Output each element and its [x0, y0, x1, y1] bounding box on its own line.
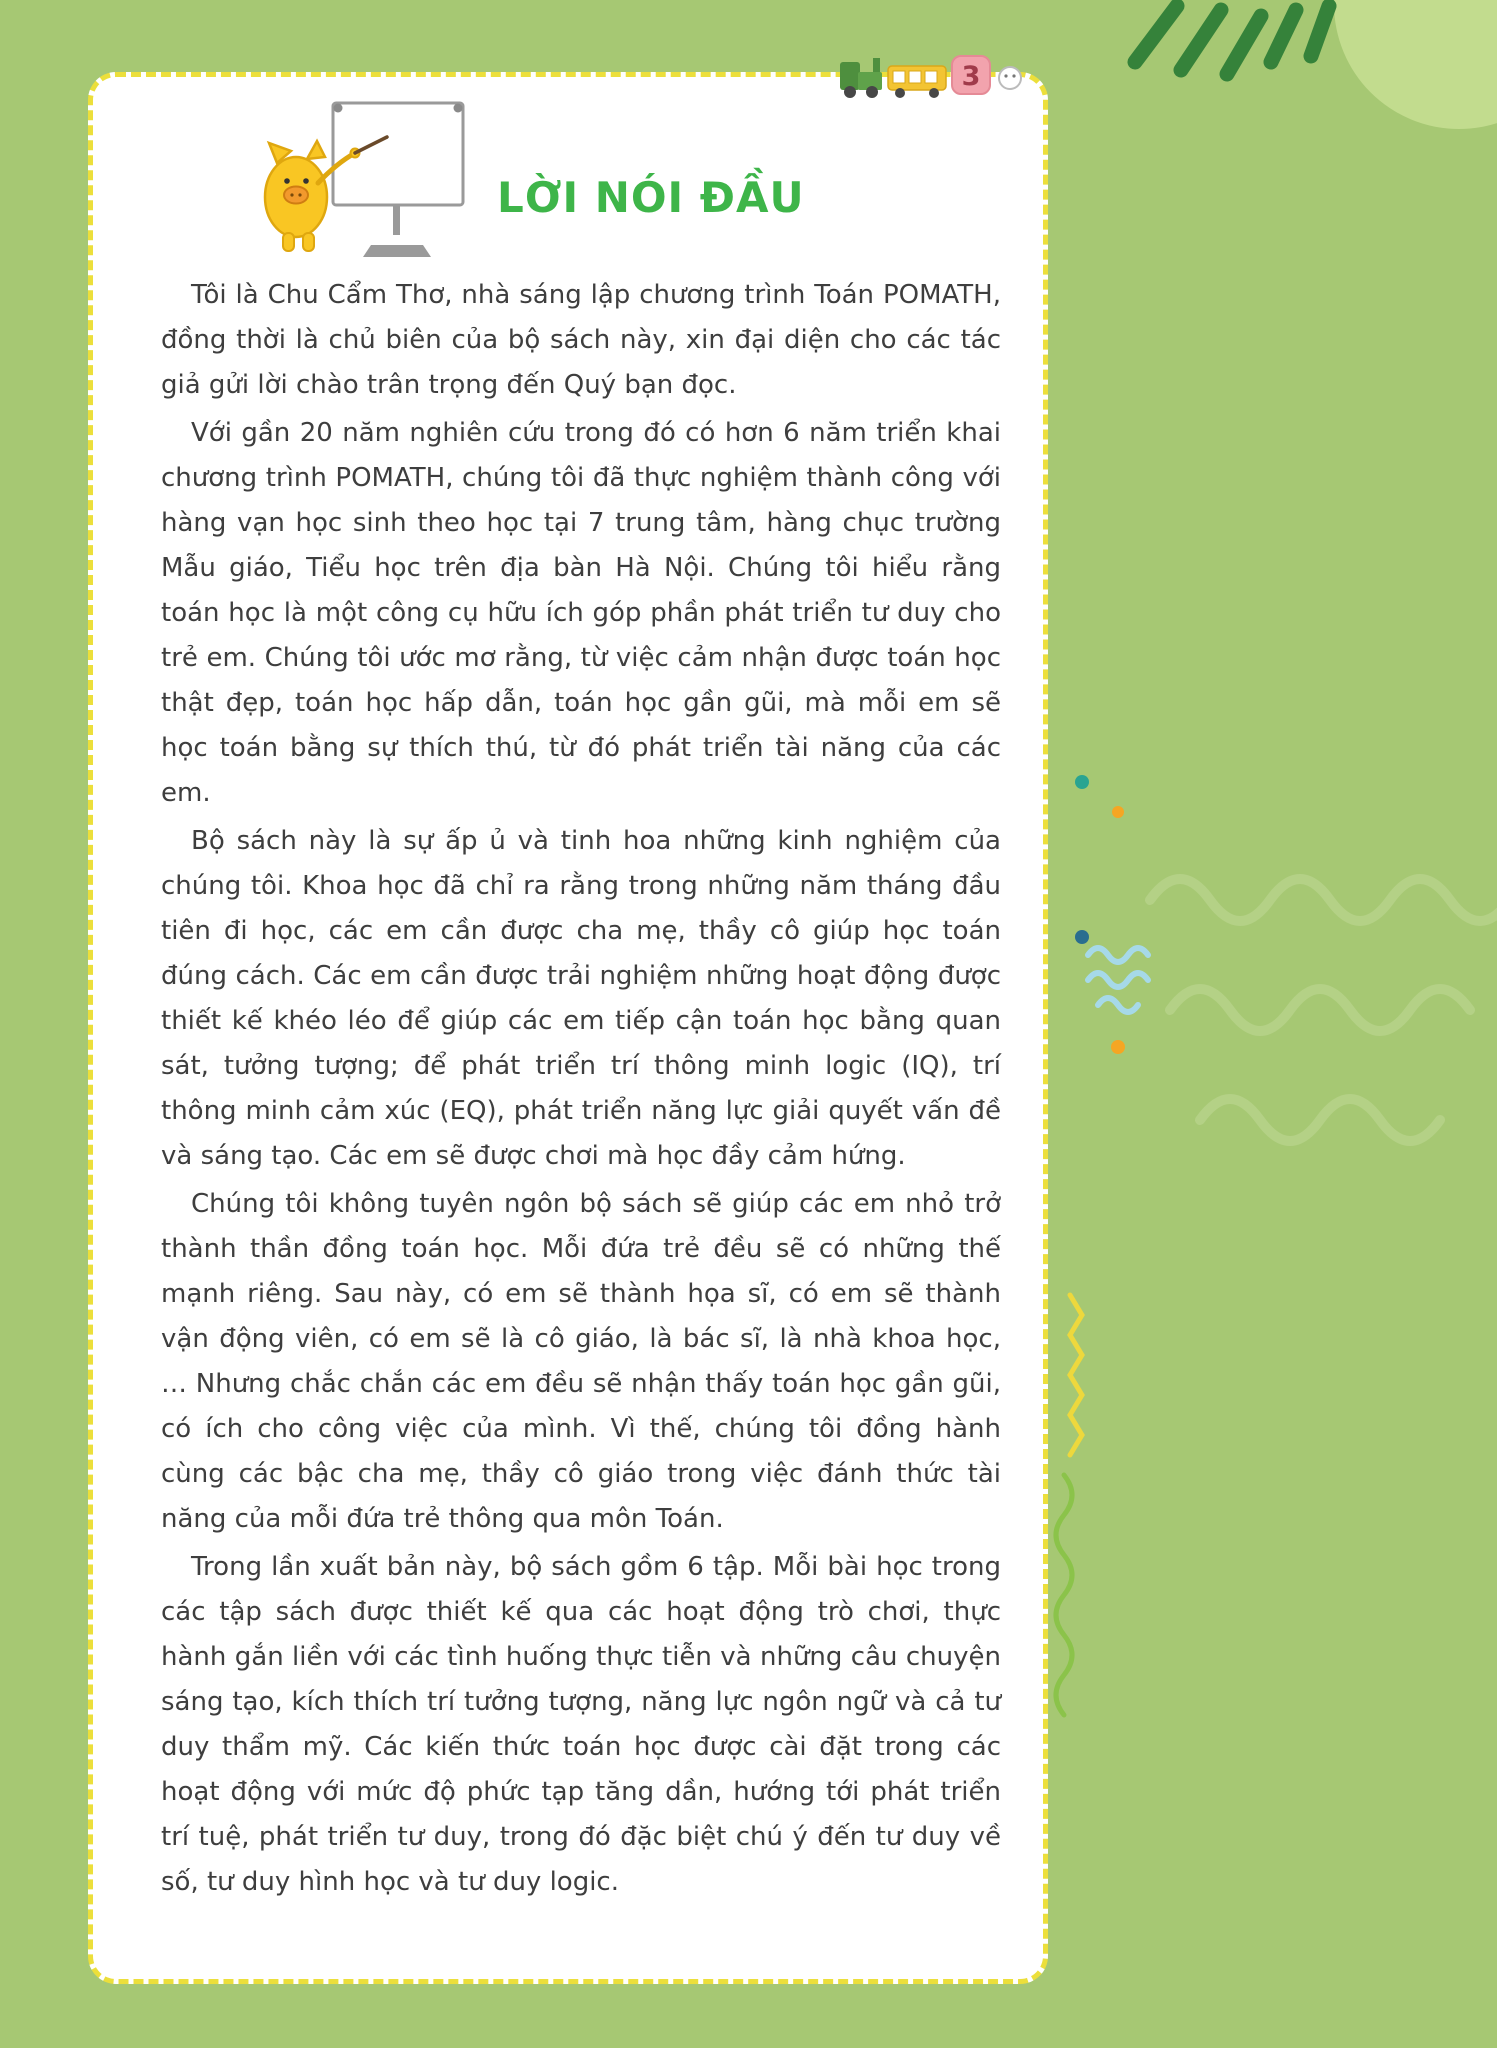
- smoke-puff-icon: [999, 67, 1021, 89]
- wave-icon: [1056, 1475, 1072, 1715]
- wave-icon: [1088, 948, 1148, 1012]
- dot-icon: [1112, 806, 1124, 818]
- paragraph: Với gần 20 năm nghiên cứu trong đó có hơn 6 năm triển khai chương trình POMATH, chúng tôi đã thực nghiệm thành công với hàng vạn học sinh theo học tại 7 trung tâm, hàng chục trường Mẫu giáo, Tiểu học trên địa bàn Hà Nội. Chúng tôi hiểu rằng toán học là một công cụ hữu ích góp phần phát triển tư duy cho trẻ em. Chúng tôi ước mơ rằng, từ việc cảm nhận được toán học thật đẹp, toán học hấp dẫn, toán học gần gũi, mà mỗi em sẽ học toán bằng sự thích thú, từ đó phát triển tài năng của các em.: [161, 418, 1001, 808]
- foreword-text: [161, 273, 1001, 1908]
- grass-strokes: [1135, 6, 1329, 74]
- paragraph: Bộ sách này là sự ấp ủ và tinh hoa những kinh nghiệm của chúng tôi. Khoa học đã chỉ ra rằng trong những năm tháng đầu tiên đi học, các em cần được cha mẹ, thầy cô giúp học toán đúng cách. Các em cần được trải nghiệm những hoạt động được thiết kế khéo léo để giúp các em tiếp cận toán học bằng quan sát, tưởng tượng; để phát triển trí thông minh logic (IQ), trí thông minh cảm xúc (EQ), phát triển năng lực giải quyết vấn đề và sáng tạo. Các em sẽ được chơi mà học đầy cảm hứng.: [161, 826, 1001, 1171]
- corner-blob: [1334, 0, 1497, 129]
- paragraph: Trong lần xuất bản này, bộ sách gồm 6 tập. Mỗi bài học trong các tập sách được thiết kế qua các hoạt động trò chơi, thực hành gắn liền với các tình huống thực tiễn và những câu chuyện sáng tạo, kích thích trí tưởng tượng, năng lực ngôn ngữ và cả tư duy thẩm mỹ. Các kiến thức toán học được cài đặt trong các hoạt động với mức độ phức tạp tăng dần, hướng tới phát triển trí tuệ, phát triển tư duy, trong đó đặc biệt chú ý đến tư duy về số, tư duy hình học và tư duy logic.: [161, 1552, 1001, 1897]
- engine: [840, 58, 882, 98]
- dot-icon: [1075, 930, 1089, 944]
- dot-icon: [1111, 1040, 1125, 1054]
- whiteboard-icon: [333, 103, 463, 257]
- wagon: [888, 66, 946, 98]
- dot-icon: [1075, 775, 1089, 789]
- page-title: LỜI NÓI ĐẦU: [497, 173, 805, 222]
- paragraph: Chúng tôi không tuyên ngôn bộ sách sẽ giúp các em nhỏ trở thành thần đồng toán học. Mỗi đứa trẻ đều sẽ có những thế mạnh riêng. Sau này, có em sẽ thành họa sĩ, có em sẽ thành vận động viên, có em sẽ là cô giáo, là bác sĩ, là nhà khoa học, … Nhưng chắc chắn các em đều sẽ nhận thấy toán học gần gũi, có ích cho công việc của mình. Vì thế, chúng tôi đồng hành cùng các bậc cha mẹ, thầy cô giáo trong việc đánh thức tài năng của mỗi đứa trẻ thông qua môn Toán.: [161, 1189, 1001, 1534]
- page-number: 3: [961, 61, 981, 92]
- background-wave-icon: [1140, 840, 1497, 1180]
- paragraph: Tôi là Chu Cẩm Thơ, nhà sáng lập chương trình Toán POMATH, đồng thời là chủ biên của bộ sách này, xin đại diện cho các tác giả gửi lời chào trân trọng đến Quý bạn đọc.: [161, 280, 1001, 400]
- zigzag-icon: [1070, 1295, 1082, 1455]
- page-number-badge: [952, 56, 990, 94]
- corner-foliage-icon: [1097, 0, 1497, 240]
- book-page: [88, 72, 1048, 1984]
- pig-presenter-icon: [263, 97, 473, 267]
- train-icon: [838, 46, 1038, 102]
